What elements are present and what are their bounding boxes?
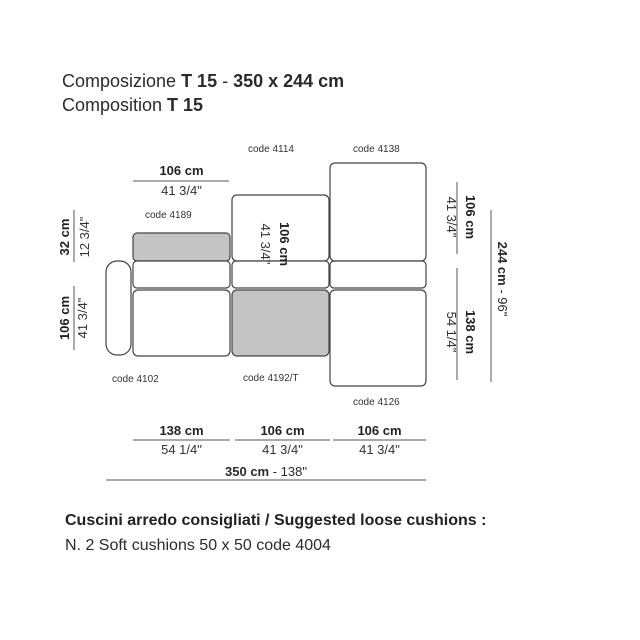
dim-right-bottom-in: 54 1/4" [444,311,459,353]
dim-total-height-in: 96" [495,297,510,317]
module-4138 [330,163,426,261]
dim-bottom2-in: 41 3/4" [262,442,303,457]
dim-left-seat-cm: 106 cm [57,295,72,341]
module-4192-seat [232,290,329,356]
left-armrest [106,261,131,355]
dim-total-height [494,224,510,334]
code-4189-label: code 4189 [145,210,192,221]
dim-right-top-cm: 106 cm [463,194,478,240]
code-4138-label: code 4138 [353,144,400,155]
dim-top-cm: 106 cm [159,163,204,178]
dim-left-back-cm: 32 cm [57,218,72,256]
title-size: 350 x 244 cm [233,71,345,91]
module-4126-seat [330,290,426,386]
cushions-detail: N. 2 Soft cushions 50 x 50 code 4004 [65,537,331,554]
dim-total-width-cm: 350 cm [225,464,270,479]
dim-left-back-in: 12 3/4" [77,216,92,258]
dim-total-width-in: 138" [280,464,307,479]
dim-bottom3-cm: 106 cm [357,423,402,438]
dim-total-height-sep: - [495,285,510,298]
dim-total-height-cm: 244 cm [495,241,510,286]
title-sep: - [217,71,234,91]
module-4126-back [330,261,426,288]
code-4126-label: code 4126 [353,397,400,408]
dim-left-seat-in: 41 3/4" [75,297,90,339]
module-4102-seat [133,290,230,356]
dim-bottom1-cm: 138 cm [159,423,204,438]
dim-right-bottom-cm: 138 cm [463,309,478,355]
title-code-en: T 15 [167,95,204,115]
dim-top-in: 41 3/4" [161,183,202,198]
title-prefix-en: Composition [62,95,168,115]
dim-total-width-sep: - [269,464,281,479]
dim-right-top-in: 41 3/4" [444,196,459,238]
module-4102-back [133,261,230,288]
dim-bottom2-cm: 106 cm [260,423,305,438]
title-prefix-it: Composizione [62,71,182,91]
backrest-cushion-4189 [133,233,230,261]
code-4192-label: code 4192/T [243,373,299,384]
dim-bottom3-in: 41 3/4" [359,442,400,457]
dim-center-in: 41 3/4" [258,223,273,265]
title-code-it: T 15 [181,71,218,91]
code-4102-label: code 4102 [112,374,159,385]
cushions-heading: Cuscini arredo consigliati / Suggested loose cushions : [65,512,487,529]
code-4114-label: code 4114 [248,144,294,155]
dim-center-cm: 106 cm [277,221,292,267]
dim-total-width [106,464,426,479]
dim-bottom1-in: 54 1/4" [161,442,202,457]
